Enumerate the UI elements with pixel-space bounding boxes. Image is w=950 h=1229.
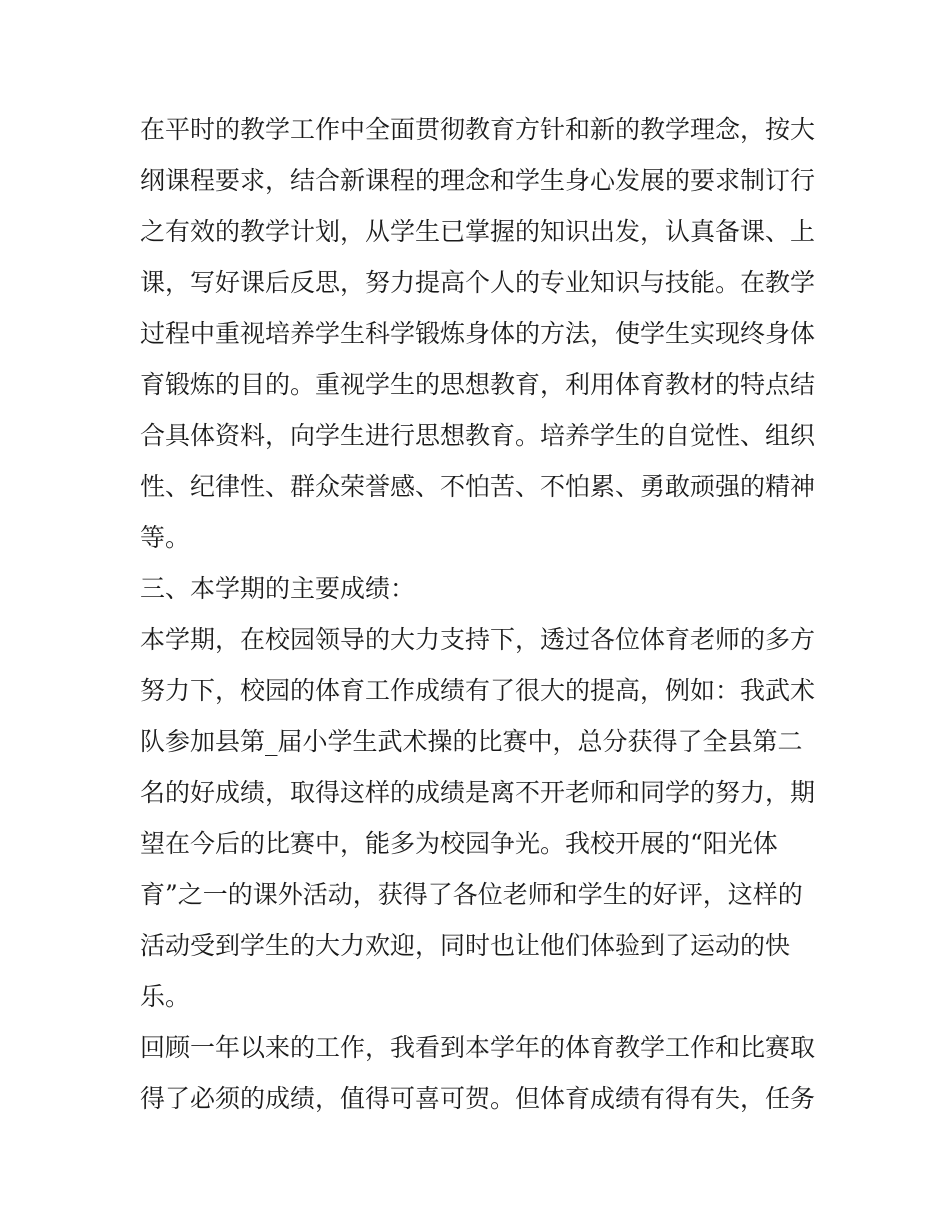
text-line: 活动受到学生的大力欢迎，同时也让他们体验到了运动的快 (140, 931, 791, 960)
text-line: 努力下，校园的体育工作成绩有了很大的提高，例如：我武术 (140, 676, 816, 705)
text-line: 育锻炼的目的。重视学生的思想教育，利用体育教材的特点结 (140, 370, 816, 399)
text-line: 育”之一的课外活动，获得了各位老师和学生的好评，这样的 (140, 880, 803, 909)
body-text (140, 104, 816, 1124)
text-line: 乐。 (140, 982, 191, 1011)
text-line: 队参加县第_届小学生武术操的比赛中，总分获得了全县第二 (140, 727, 803, 756)
text-line: 合具体资料，向学生进行思想教育。培养学生的自觉性、组织 (140, 421, 816, 450)
text-line: 之有效的教学计划，从学生已掌握的知识出发，认真备课、上 (140, 217, 816, 246)
text-line: 课，写好课后反思，努力提高个人的专业知识与技能。在教学 (140, 268, 816, 297)
text-line: 望在今后的比赛中，能多为校园争光。我校开展的“阳光体 (140, 829, 778, 858)
section-heading: 三、本学期的主要成绩： (140, 574, 416, 603)
text-line: 回顾一年以来的工作，我看到本学年的体育教学工作和比赛取 (140, 1033, 816, 1062)
text-line: 过程中重视培养学生科学锻炼身体的方法，使学生实现终身体 (140, 319, 816, 348)
text-line: 在平时的教学工作中全面贯彻教育方针和新的教学理念，按大 (140, 115, 816, 144)
text-line: 本学期，在校园领导的大力支持下，透过各位体育老师的多方 (140, 625, 816, 654)
text-line: 纲课程要求，结合新课程的理念和学生身心发展的要求制订行 (140, 166, 816, 195)
text-line: 名的好成绩，取得这样的成绩是离不开老师和同学的努力，期 (140, 778, 816, 807)
text-line: 等。 (140, 523, 191, 552)
text-line: 得了必须的成绩，值得可喜可贺。但体育成绩有得有失，任务 (140, 1084, 816, 1113)
text-line: 性、纪律性、群众荣誉感、不怕苦、不怕累、勇敢顽强的精神 (140, 472, 816, 501)
